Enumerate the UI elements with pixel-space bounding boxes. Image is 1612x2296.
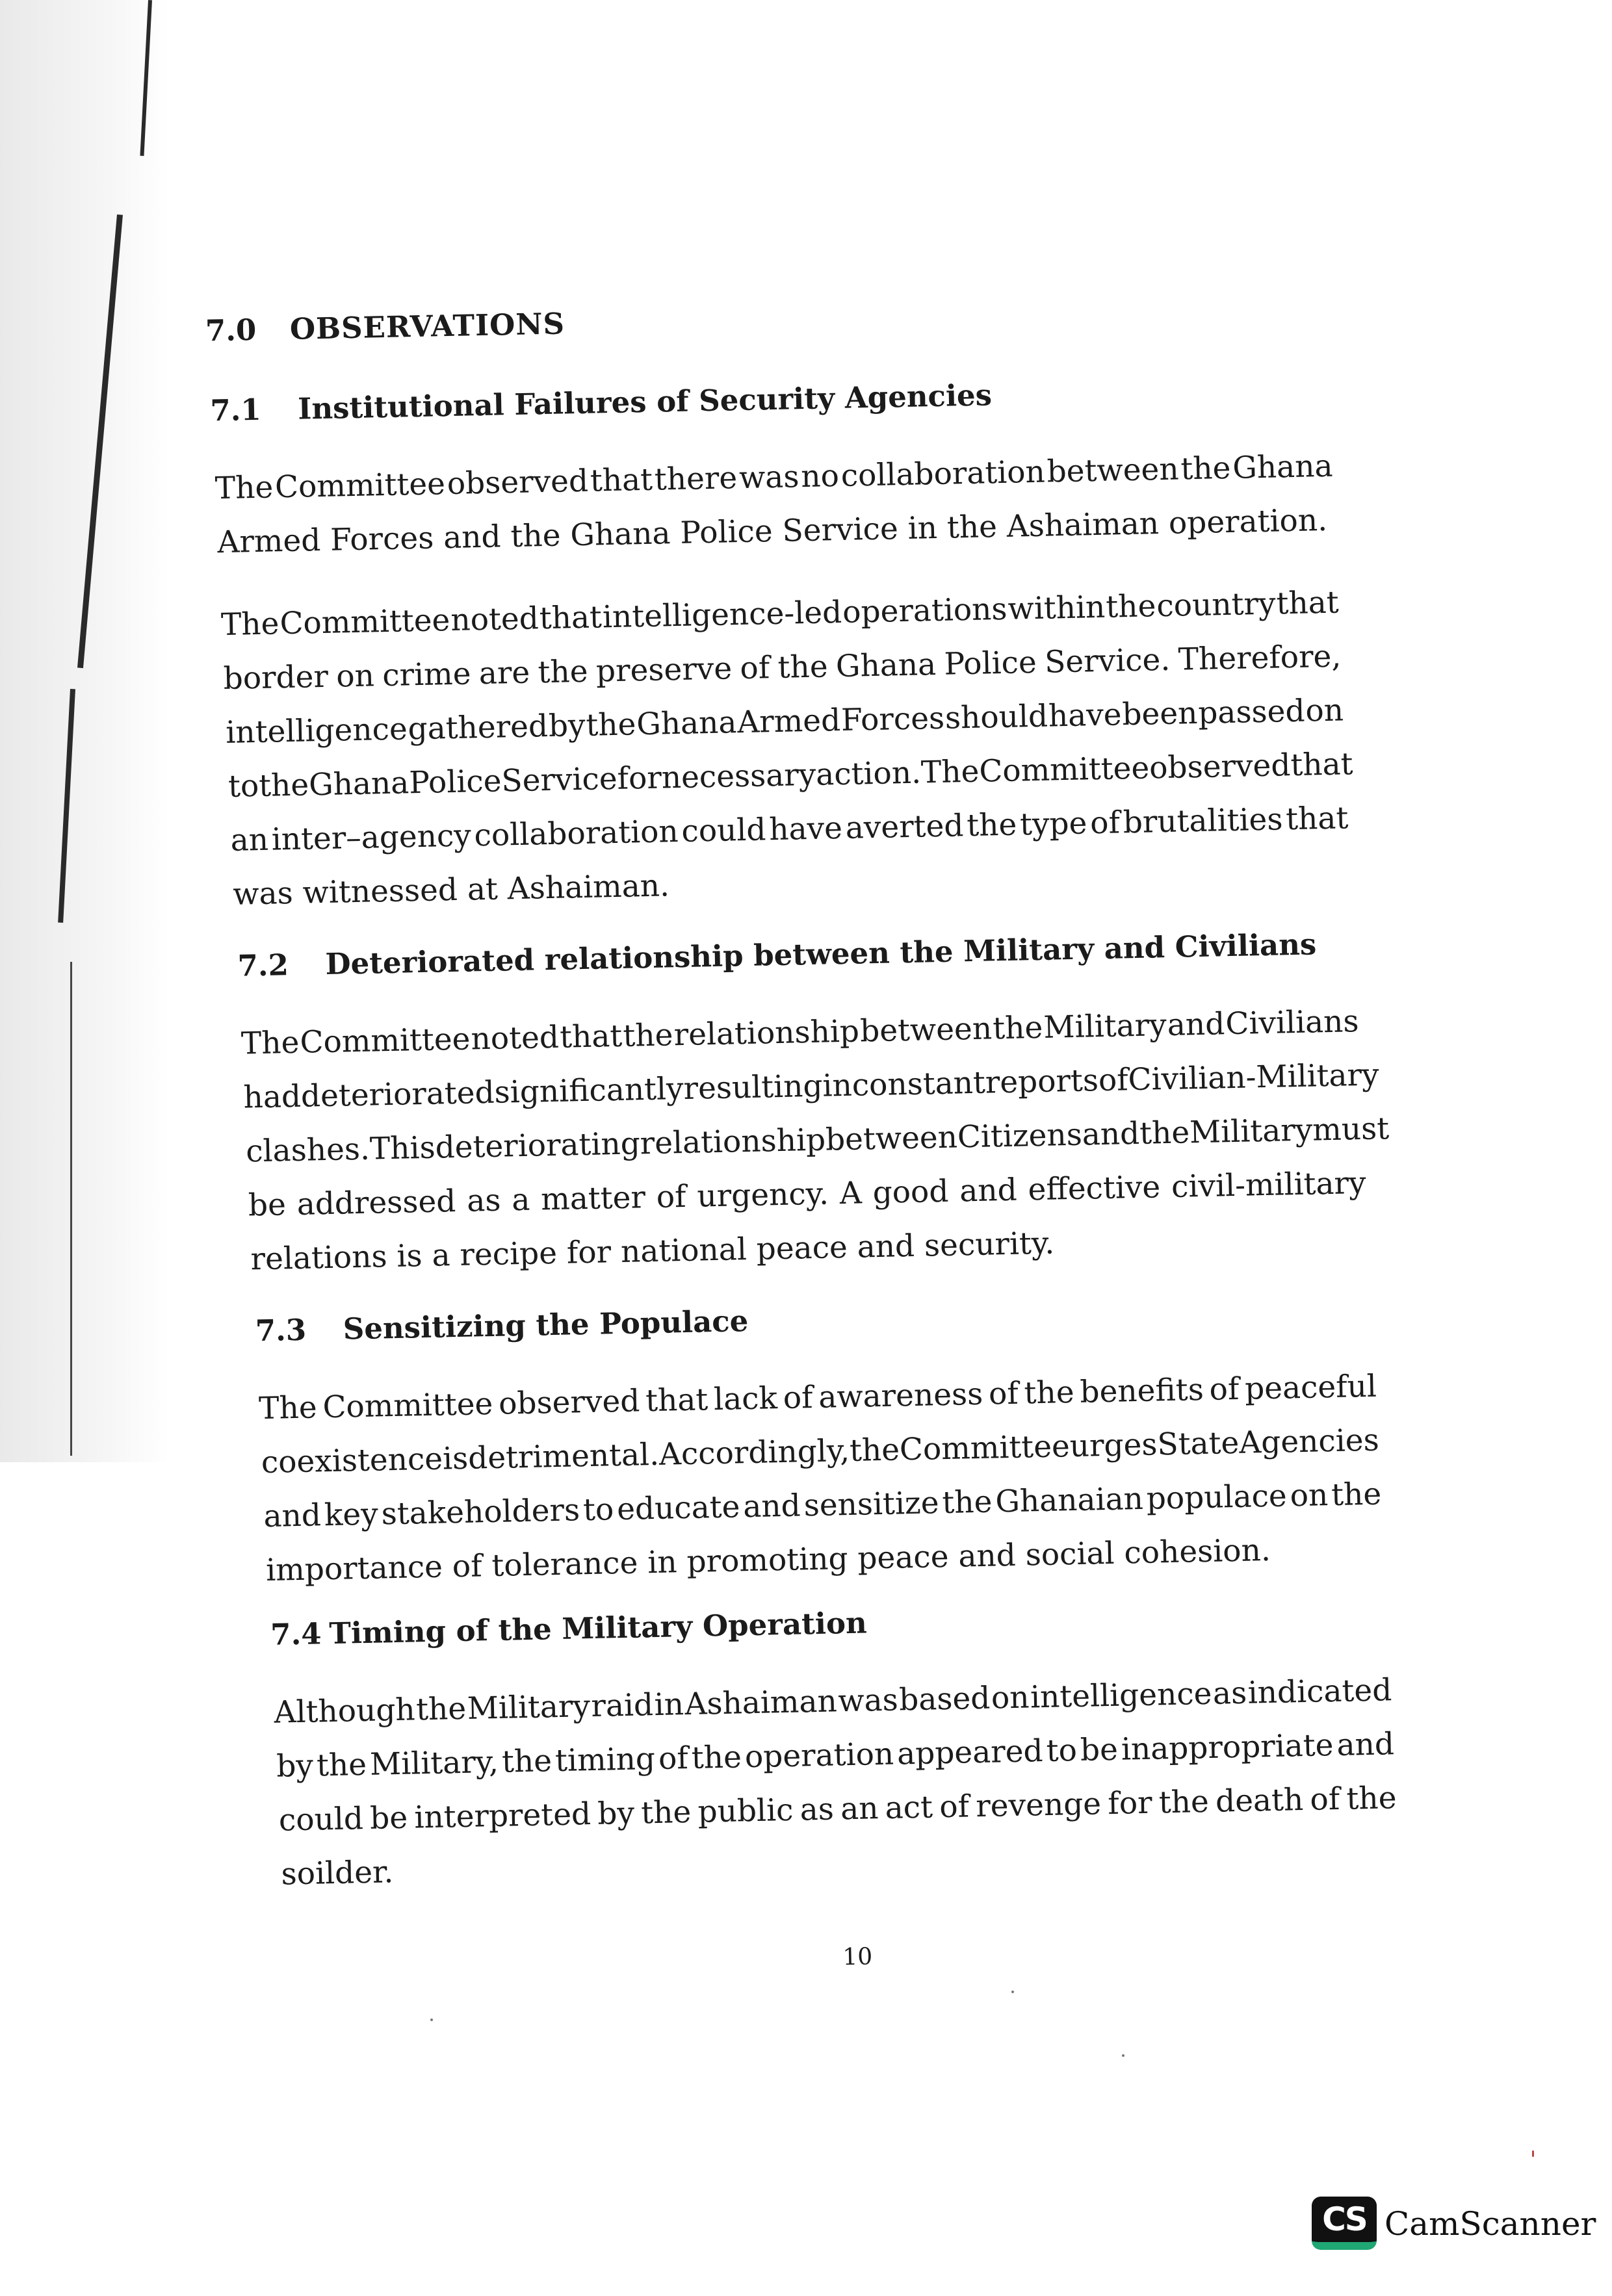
word: inappropriate bbox=[1121, 1727, 1334, 1768]
word: the bbox=[1158, 1783, 1210, 1821]
word: the bbox=[777, 649, 829, 686]
word: of bbox=[1089, 805, 1121, 842]
word: there bbox=[654, 460, 738, 498]
word: Ghana bbox=[1232, 448, 1333, 486]
word: Ghanaian bbox=[994, 1480, 1144, 1520]
word: benefits bbox=[1079, 1372, 1204, 1410]
word: that bbox=[590, 461, 653, 499]
paragraph-line bbox=[245, 1110, 1390, 1172]
word: of bbox=[939, 1788, 970, 1825]
word: for bbox=[1107, 1785, 1153, 1822]
word: of bbox=[988, 1375, 1019, 1412]
word: collaboration bbox=[840, 454, 1046, 494]
word: intelligence bbox=[1030, 1675, 1212, 1716]
word: Ghana bbox=[636, 704, 737, 743]
word: operations bbox=[842, 591, 1008, 630]
word: no bbox=[800, 458, 840, 495]
word: Citizens bbox=[957, 1116, 1083, 1155]
line-text: was witnessed at Ashaiman. bbox=[232, 868, 670, 912]
word: appeared bbox=[896, 1733, 1044, 1772]
camscanner-logo-icon bbox=[1312, 2197, 1377, 2250]
word: could bbox=[681, 812, 767, 849]
word: observed bbox=[498, 1383, 640, 1422]
section-title: Timing of the Military Operation bbox=[328, 1605, 868, 1651]
word: relationship bbox=[640, 1122, 826, 1162]
word: that bbox=[1285, 800, 1349, 838]
word: Military bbox=[1043, 1007, 1167, 1046]
paragraph-line bbox=[263, 1475, 1382, 1537]
scan-speck bbox=[1011, 1991, 1014, 1993]
word: Committee bbox=[279, 602, 450, 642]
word: noted bbox=[450, 600, 540, 639]
section-heading-7-1 bbox=[210, 376, 993, 430]
word: been bbox=[1121, 695, 1198, 733]
word: the bbox=[640, 1794, 692, 1831]
paragraph-line bbox=[228, 745, 1354, 806]
word: timing bbox=[554, 1741, 656, 1779]
paragraph-line bbox=[217, 501, 1328, 562]
word: public bbox=[697, 1792, 794, 1830]
word: have bbox=[768, 810, 843, 848]
word: the bbox=[1139, 1115, 1190, 1152]
section-title: Institutional Failures of Security Agencies bbox=[297, 378, 993, 426]
word: of bbox=[658, 1740, 689, 1777]
word: and bbox=[742, 1488, 801, 1525]
word: the bbox=[1180, 450, 1231, 487]
word: the bbox=[501, 1743, 552, 1780]
word: Ghana bbox=[835, 647, 937, 685]
word: educate bbox=[616, 1489, 740, 1528]
word: of bbox=[656, 1178, 687, 1215]
word: Military bbox=[1189, 1112, 1313, 1151]
word: of bbox=[1098, 1062, 1129, 1099]
word: the bbox=[1105, 588, 1156, 625]
word: of bbox=[739, 650, 770, 687]
word: The bbox=[220, 606, 280, 643]
line-text: importance of tolerance in promoting peace and social cohesion. bbox=[265, 1532, 1271, 1589]
word: Agencies bbox=[1238, 1422, 1380, 1461]
word: Police bbox=[943, 644, 1037, 682]
word: of bbox=[783, 1380, 814, 1416]
word: was bbox=[837, 1682, 899, 1720]
word: must bbox=[1312, 1111, 1390, 1148]
word: observed bbox=[1149, 747, 1291, 786]
word: had bbox=[243, 1078, 302, 1116]
word: The bbox=[214, 469, 274, 507]
word: deteriorating bbox=[435, 1126, 641, 1166]
section-number: 7.3 bbox=[255, 1312, 307, 1348]
word: passed bbox=[1197, 693, 1306, 731]
word: inter–agency bbox=[271, 818, 472, 858]
section-heading-7-3 bbox=[255, 1302, 749, 1350]
word: between bbox=[859, 1011, 993, 1050]
paragraph-line bbox=[250, 1224, 1055, 1280]
scan-speck bbox=[430, 2019, 433, 2021]
word: effective bbox=[1028, 1169, 1161, 1208]
word: in bbox=[822, 1067, 853, 1104]
word: on bbox=[335, 658, 375, 695]
word: that bbox=[645, 1382, 708, 1419]
paragraph-line bbox=[230, 799, 1349, 860]
paragraph-line bbox=[281, 1853, 394, 1894]
paragraph-line bbox=[261, 1421, 1379, 1483]
word: are bbox=[478, 654, 530, 692]
word: matter bbox=[540, 1180, 646, 1218]
word: as bbox=[1212, 1675, 1247, 1712]
word: brutalities bbox=[1123, 801, 1283, 841]
word: the bbox=[415, 1690, 467, 1728]
word: by bbox=[597, 1795, 635, 1832]
word: populace bbox=[1146, 1478, 1288, 1517]
word: is bbox=[442, 1440, 469, 1477]
word: and bbox=[1336, 1726, 1395, 1764]
word: the bbox=[992, 1009, 1043, 1047]
word: the bbox=[966, 806, 1017, 844]
word: gathered bbox=[408, 708, 549, 747]
word: Committee bbox=[978, 750, 1150, 790]
word: coexistence bbox=[261, 1441, 443, 1481]
word: preserve bbox=[595, 651, 733, 690]
word: by bbox=[548, 707, 586, 745]
word: Committee bbox=[322, 1386, 493, 1426]
word: Committee bbox=[899, 1428, 1071, 1468]
word: border bbox=[223, 658, 329, 697]
word: Ashaiman bbox=[684, 1683, 838, 1723]
scan-speck bbox=[1122, 2054, 1124, 2057]
word: noted bbox=[471, 1019, 560, 1057]
word: that bbox=[1290, 746, 1354, 784]
word: significantly bbox=[494, 1070, 684, 1111]
word: observed bbox=[447, 463, 589, 502]
word: Although bbox=[274, 1692, 416, 1731]
paragraph-line bbox=[278, 1779, 1397, 1840]
word: State bbox=[1156, 1425, 1240, 1463]
word: to bbox=[582, 1491, 614, 1529]
word: interpreted bbox=[413, 1796, 592, 1836]
word: the bbox=[1024, 1374, 1075, 1412]
word: clashes. bbox=[245, 1131, 370, 1170]
section-title: Sensitizing the Populace bbox=[343, 1304, 749, 1347]
word: averted bbox=[845, 808, 964, 846]
word: of bbox=[1209, 1371, 1240, 1408]
word: Accordingly, bbox=[658, 1432, 850, 1473]
word: A bbox=[839, 1175, 863, 1212]
word: be bbox=[248, 1187, 287, 1224]
word: This bbox=[369, 1129, 436, 1167]
camscanner-badge-text: CS bbox=[1322, 2200, 1366, 2238]
word: the bbox=[691, 1739, 742, 1776]
word: Military, bbox=[369, 1744, 499, 1783]
word: between bbox=[825, 1119, 958, 1158]
paragraph-line bbox=[243, 1056, 1380, 1118]
word: to bbox=[228, 767, 259, 805]
word: within bbox=[1008, 589, 1106, 627]
paragraph-line bbox=[220, 584, 1339, 645]
page-number: 10 bbox=[842, 1943, 873, 1971]
word: sensitize bbox=[803, 1485, 940, 1524]
word: lack bbox=[713, 1380, 778, 1418]
word: urgency. bbox=[696, 1176, 829, 1215]
word: as bbox=[466, 1182, 501, 1219]
word: detrimental. bbox=[467, 1436, 660, 1477]
word: revenge bbox=[975, 1786, 1102, 1825]
word: and bbox=[1167, 1006, 1225, 1044]
paragraph-line bbox=[214, 447, 1333, 509]
word: a bbox=[511, 1181, 530, 1219]
line-text: Armed Forces and the Ghana Police Service in the Ashaiman operation. bbox=[216, 502, 1328, 561]
paragraph-line bbox=[226, 691, 1344, 753]
word: on bbox=[1305, 692, 1344, 729]
word: Committee bbox=[274, 466, 446, 506]
chapter-title: OBSERVATIONS bbox=[289, 306, 566, 346]
word: the bbox=[316, 1746, 367, 1784]
word: raid bbox=[590, 1687, 654, 1725]
word: action. bbox=[815, 755, 922, 793]
paragraph-line bbox=[259, 1367, 1377, 1429]
word: as bbox=[800, 1791, 835, 1828]
section-number: 7.4 bbox=[270, 1616, 322, 1652]
chapter-number: 7.0 bbox=[205, 312, 257, 348]
word: Civilian-Military bbox=[1128, 1057, 1380, 1098]
paragraph-line bbox=[274, 1671, 1392, 1733]
word: the bbox=[1331, 1476, 1382, 1514]
word: Police bbox=[408, 763, 502, 801]
word: intelligence bbox=[225, 711, 408, 751]
word: that bbox=[559, 1018, 623, 1055]
word: peaceful bbox=[1244, 1368, 1377, 1407]
word: Service. bbox=[1044, 641, 1171, 680]
word: and bbox=[1082, 1115, 1140, 1153]
paragraph-line bbox=[276, 1725, 1395, 1786]
word: Ghana bbox=[308, 765, 410, 803]
word: that bbox=[539, 599, 603, 637]
section-heading-7-2 bbox=[237, 925, 1317, 985]
line-text: relations is a recipe for national peace and security. bbox=[250, 1225, 1055, 1278]
chapter-heading bbox=[205, 304, 565, 350]
word: that bbox=[1276, 584, 1340, 622]
word: on bbox=[1290, 1477, 1329, 1514]
word: Committee bbox=[300, 1021, 471, 1061]
word: be bbox=[369, 1799, 408, 1837]
word: The bbox=[240, 1024, 300, 1062]
word: Therefore, bbox=[1178, 638, 1342, 678]
word: an bbox=[840, 1790, 879, 1827]
word: country bbox=[1156, 586, 1277, 625]
word: on bbox=[991, 1679, 1030, 1716]
word: the bbox=[849, 1432, 900, 1469]
word: key bbox=[324, 1496, 379, 1534]
camscanner-wordmark: CamScanner bbox=[1384, 2205, 1596, 2243]
word: act bbox=[885, 1789, 933, 1826]
word: between bbox=[1046, 451, 1180, 490]
word: intelligence-led bbox=[602, 594, 842, 636]
word: type bbox=[1019, 805, 1087, 843]
word: crime bbox=[382, 656, 472, 694]
word: the bbox=[941, 1484, 993, 1521]
word: the bbox=[538, 653, 589, 691]
word: and bbox=[959, 1172, 1018, 1209]
paragraph-line bbox=[240, 1002, 1359, 1064]
word: the bbox=[622, 1017, 673, 1054]
word: was bbox=[738, 459, 800, 497]
paragraph-line bbox=[233, 866, 670, 914]
word: resulting bbox=[682, 1068, 824, 1107]
word: the bbox=[1346, 1780, 1398, 1817]
word: death bbox=[1215, 1782, 1304, 1820]
line-text: soilder. bbox=[281, 1854, 394, 1892]
word: the bbox=[258, 767, 309, 804]
word: Military bbox=[467, 1688, 591, 1727]
word: based bbox=[898, 1680, 991, 1718]
paragraph-line bbox=[266, 1531, 1271, 1590]
word: good bbox=[872, 1173, 949, 1211]
word: urges bbox=[1069, 1426, 1158, 1465]
word: The bbox=[920, 753, 980, 791]
word: should bbox=[944, 698, 1048, 736]
word: to bbox=[1046, 1733, 1078, 1769]
word: be bbox=[1080, 1731, 1119, 1768]
word: operation bbox=[744, 1736, 894, 1775]
word: relationship bbox=[673, 1013, 860, 1053]
word: necessary bbox=[661, 756, 816, 796]
word: an bbox=[230, 821, 269, 858]
section-number: 7.2 bbox=[237, 948, 289, 983]
word: Civilians bbox=[1225, 1003, 1360, 1042]
word: deteriorated bbox=[300, 1074, 495, 1115]
word: and bbox=[263, 1497, 322, 1535]
section-heading-7-4 bbox=[270, 1603, 868, 1654]
word: Forces bbox=[840, 700, 945, 738]
word: awareness bbox=[818, 1376, 983, 1415]
word: of bbox=[1309, 1781, 1340, 1818]
word: reports bbox=[985, 1063, 1099, 1101]
word: The bbox=[258, 1389, 318, 1427]
paragraph-line bbox=[248, 1164, 1366, 1226]
scan-speck bbox=[1532, 2150, 1534, 2157]
word: the bbox=[585, 706, 636, 743]
word: could bbox=[278, 1801, 364, 1838]
word: collaboration bbox=[474, 814, 679, 854]
word: have bbox=[1048, 697, 1123, 734]
word: for bbox=[617, 760, 662, 797]
word: addressed bbox=[296, 1183, 456, 1222]
word: by bbox=[276, 1748, 314, 1785]
paragraph-line bbox=[223, 638, 1342, 699]
section-number: 7.1 bbox=[209, 392, 262, 428]
word: civil-military bbox=[1171, 1165, 1367, 1205]
word: stakeholders bbox=[381, 1492, 580, 1532]
word: constant bbox=[852, 1064, 986, 1103]
word: Service bbox=[500, 760, 618, 799]
word: indicated bbox=[1247, 1672, 1392, 1711]
word: in bbox=[654, 1686, 684, 1723]
word: Armed bbox=[736, 703, 841, 741]
section-title: Deteriorated relationship between the Military and Civilians bbox=[324, 927, 1317, 981]
